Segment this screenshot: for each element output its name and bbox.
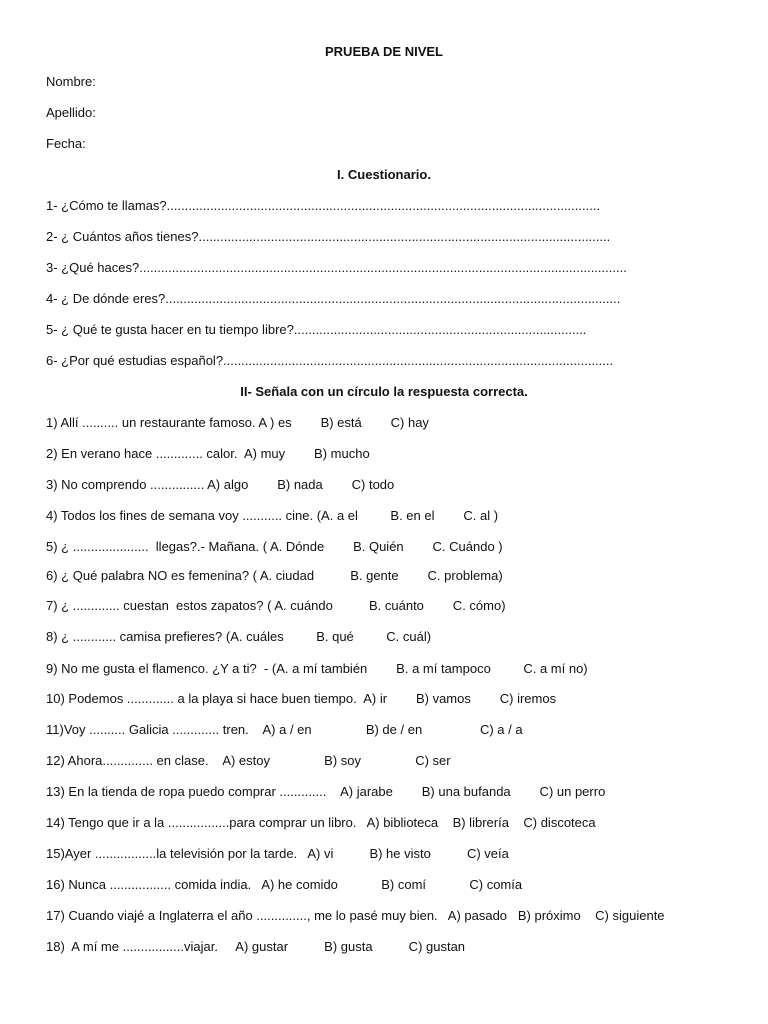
section-2-heading: II- Señala con un círculo la respuesta correcta. — [240, 384, 528, 399]
exercise-item: 13) En la tienda de ropa puedo comprar ............. A) jarabe B) una bufanda C) un perro — [46, 784, 606, 799]
question-line: 4- ¿ De dónde eres?.............................................................................................................................. — [46, 291, 621, 306]
exercise-item: 9) No me gusta el flamenco. ¿Y a ti? - (A. a mí también B. a mí tampoco C. a mí no) — [46, 661, 588, 676]
exercise-item: 10) Podemos ............. a la playa si hace buen tiempo. A) ir B) vamos C) iremos — [46, 691, 557, 706]
field-apellido-label: Apellido: — [46, 105, 96, 120]
exercise-item: 15)Ayer .................la televisión por la tarde. A) vi B) he visto C) veía — [46, 846, 509, 861]
exercise-item: 16) Nunca ................. comida india. A) he comido B) comí C) comía — [46, 877, 523, 892]
exercise-item: 1) Allí .......... un restaurante famoso. A ) es B) está C) hay — [46, 415, 429, 430]
exercise-item: 3) No comprendo ............... A) algo B) nada C) todo — [46, 477, 395, 492]
exercise-item: 18) A mí me .................viajar. A) gustar B) gusta C) gustan — [46, 939, 466, 954]
field-nombre-label: Nombre: — [46, 74, 96, 89]
exercise-item: 14) Tengo que ir a la .................para comprar un libro. A) biblioteca B) librería C) discoteca — [46, 815, 596, 830]
exercise-item: 11)Voy .......... Galicia ............. tren. A) a / en B) de / en C) a / a — [46, 722, 523, 737]
exercise-item: 17) Cuando viajé a Inglaterra el año .............., me lo pasé muy bien. A) pasado B) próximo C) siguiente — [46, 908, 665, 923]
exercise-item: 7) ¿ ............. cuestan estos zapatos? ( A. cuándo B. cuánto C. cómo) — [46, 598, 506, 613]
question-line: 5- ¿ Qué te gusta hacer en tu tiempo libre?................................................................................. — [46, 322, 587, 337]
field-fecha-label: Fecha: — [46, 136, 86, 151]
question-line: 2- ¿ Cuántos años tienes?.................................................................................................................. — [46, 229, 611, 244]
question-line: 3- ¿Qué haces?....................................................................................................................................... — [46, 260, 627, 275]
question-line: 1- ¿Cómo te llamas?........................................................................................................................ — [46, 198, 601, 213]
exercise-item: 12) Ahora.............. en clase. A) estoy B) soy C) ser — [46, 753, 451, 768]
section-1-heading: I. Cuestionario. — [337, 167, 431, 182]
exercise-item: 4) Todos los fines de semana voy ........... cine. (A. a el B. en el C. al ) — [46, 508, 499, 523]
exercise-item: 6) ¿ Qué palabra NO es femenina? ( A. ciudad B. gente C. problema) — [46, 568, 503, 583]
question-line: 6- ¿Por qué estudias español?............................................................................................................ — [46, 353, 614, 368]
exercise-item: 8) ¿ ............ camisa prefieres? (A. cuáles B. qué C. cuál) — [46, 629, 432, 644]
exercise-item: 5) ¿ ..................... llegas?.- Mañana. ( A. Dónde B. Quién C. Cuándo ) — [46, 539, 503, 554]
document-title: PRUEBA DE NIVEL — [325, 44, 443, 59]
exercise-item: 2) En verano hace ............. calor. A) muy B) mucho — [46, 446, 370, 461]
